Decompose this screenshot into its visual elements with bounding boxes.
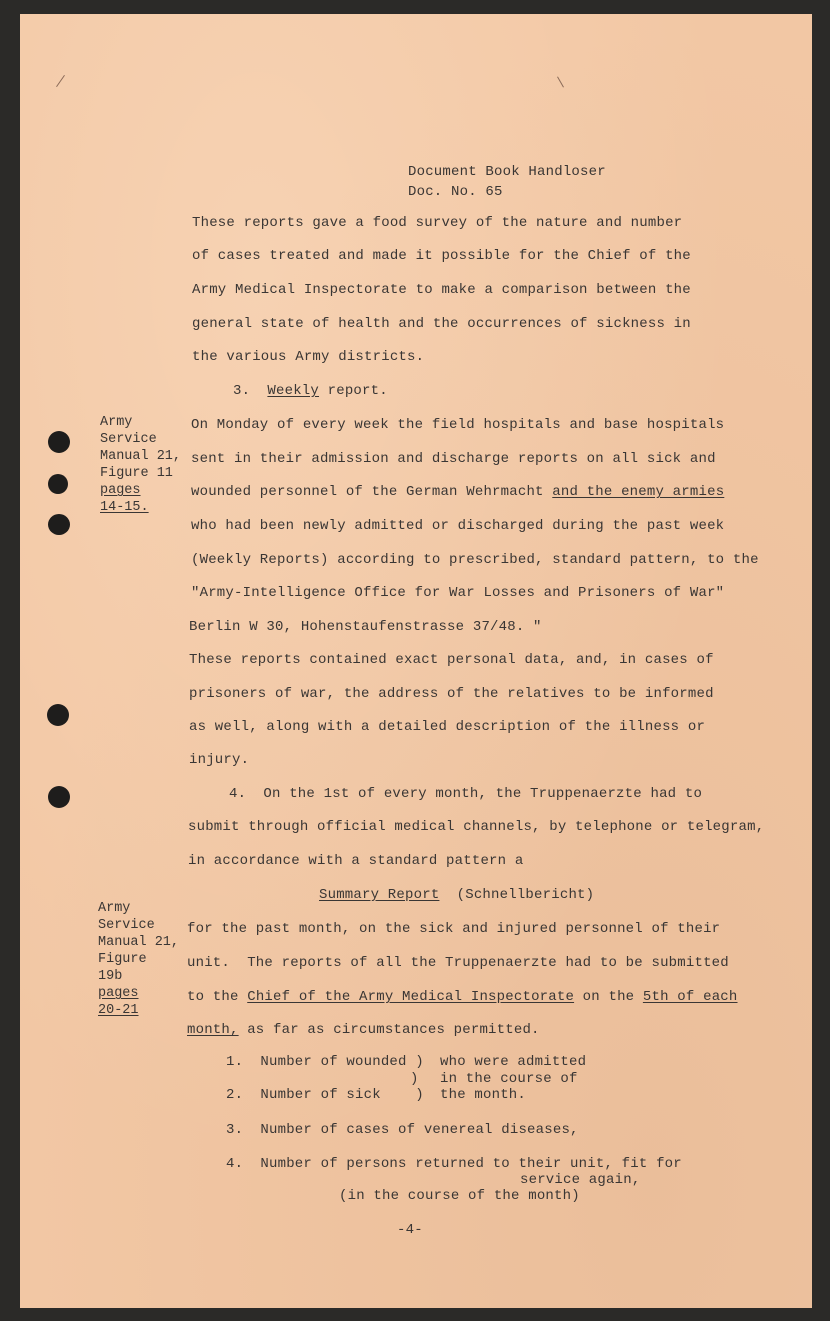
punch-hole <box>47 704 69 726</box>
section-title: Weekly <box>267 383 320 399</box>
body-line <box>191 484 724 500</box>
body-text: on the <box>574 989 643 1005</box>
section-heading <box>233 383 388 399</box>
list-item: 3. Number of cases of venereal diseases, <box>226 1122 579 1138</box>
body-text: as far as circumstances permitted. <box>238 1022 540 1038</box>
body-line: as well, along with a detailed description of the illness or <box>189 719 706 735</box>
margin-note-line: Service <box>98 918 155 933</box>
list-item-continuation: (in the course of the month) <box>339 1188 580 1204</box>
margin-note-pages-value: 20-21 <box>98 1003 139 1018</box>
margin-note-line: Figure 11 <box>100 466 173 481</box>
margin-note-line: Army <box>100 415 133 430</box>
body-line <box>187 989 738 1005</box>
underlined-text: Summary Report <box>319 887 440 903</box>
document-page <box>20 14 812 1308</box>
punch-hole <box>48 786 70 808</box>
document-book-label: Document Book Handloser <box>408 164 606 180</box>
body-line: general state of health and the occurrences of sickness in <box>192 316 691 332</box>
margin-note-line: Figure <box>98 952 147 967</box>
body-line: On Monday of every week the field hospitals and base hospitals <box>191 417 725 433</box>
margin-note-line: Manual 21, <box>98 935 180 950</box>
margin-note-pages-label: pages <box>98 986 139 1001</box>
punch-hole <box>48 514 70 535</box>
body-line: prisoners of war, the address of the relatives to be informed <box>189 686 714 702</box>
body-line: submit through official medical channels, by telephone or telegram, <box>188 819 765 835</box>
body-line: injury. <box>189 752 250 768</box>
list-item: 1. Number of wounded ) <box>226 1054 424 1070</box>
document-number: Doc. No. 65 <box>408 184 503 200</box>
margin-note-pages-value: 14-15. <box>100 500 149 515</box>
bracket: ) <box>410 1071 419 1087</box>
section-number: 3. <box>233 383 251 399</box>
margin-note <box>98 900 179 1019</box>
underlined-text: 5th of each <box>642 989 738 1005</box>
body-line: who had been newly admitted or discharged during the past week <box>191 518 725 534</box>
body-line: 4. On the 1st of every month, the Truppenaerzte had to <box>229 786 703 802</box>
summary-report-heading <box>319 887 594 903</box>
body-line: for the past month, on the sick and injured personnel of their <box>187 921 721 937</box>
body-line: (Weekly Reports) according to prescribed, standard pattern, to the <box>191 552 759 568</box>
list-item: 4. Number of persons returned to their unit, fit for <box>226 1156 682 1172</box>
body-line: These reports gave a food survey of the nature and number <box>192 215 683 231</box>
list-item-continuation: service again, <box>520 1172 641 1188</box>
body-line: unit. The reports of all the Truppenaerzte had to be submitted <box>187 955 729 971</box>
underlined-text: Chief of the Army Medical Inspectorate <box>247 989 575 1005</box>
body-text: wounded personnel of the German Wehrmacht <box>191 484 553 500</box>
underlined-text: month, <box>187 1022 239 1038</box>
body-line: Berlin W 30, Hohenstaufenstrasse 37/48. " <box>189 619 542 635</box>
paper-mark <box>557 77 564 88</box>
underlined-text: and the enemy armies <box>552 484 725 500</box>
body-line: sent in their admission and discharge reports on all sick and <box>191 451 716 467</box>
margin-note-line: 19b <box>98 969 123 984</box>
body-line: of cases treated and made it possible for the Chief of the <box>192 248 691 264</box>
margin-note-line: Manual 21, <box>100 449 182 464</box>
body-line: Army Medical Inspectorate to make a comparison between the <box>192 282 691 298</box>
body-line: the various Army districts. <box>192 349 425 365</box>
punch-hole <box>48 474 68 494</box>
punch-hole <box>48 431 70 453</box>
body-text: to the <box>187 989 248 1005</box>
body-line: in accordance with a standard pattern a <box>188 853 524 869</box>
margin-note-line: Army <box>98 901 131 916</box>
body-line: "Army-Intelligence Office for War Losses and Prisoners of War" <box>191 585 725 601</box>
page-number: -4- <box>397 1222 423 1238</box>
body-text: (Schnellbericht) <box>439 887 595 903</box>
paper-mark <box>56 75 65 87</box>
body-line <box>187 1022 540 1038</box>
section-title-rest: report. <box>319 383 388 399</box>
margin-note <box>100 414 181 516</box>
body-line: These reports contained exact personal data, and, in cases of <box>189 652 714 668</box>
bracket-text: who were admitted <box>440 1054 587 1070</box>
bracket-text: the month. <box>440 1087 527 1103</box>
bracket-text: in the course of <box>440 1071 578 1087</box>
margin-note-line: Service <box>100 432 157 447</box>
list-item: 2. Number of sick ) <box>226 1087 424 1103</box>
margin-note-pages-label: pages <box>100 483 141 498</box>
